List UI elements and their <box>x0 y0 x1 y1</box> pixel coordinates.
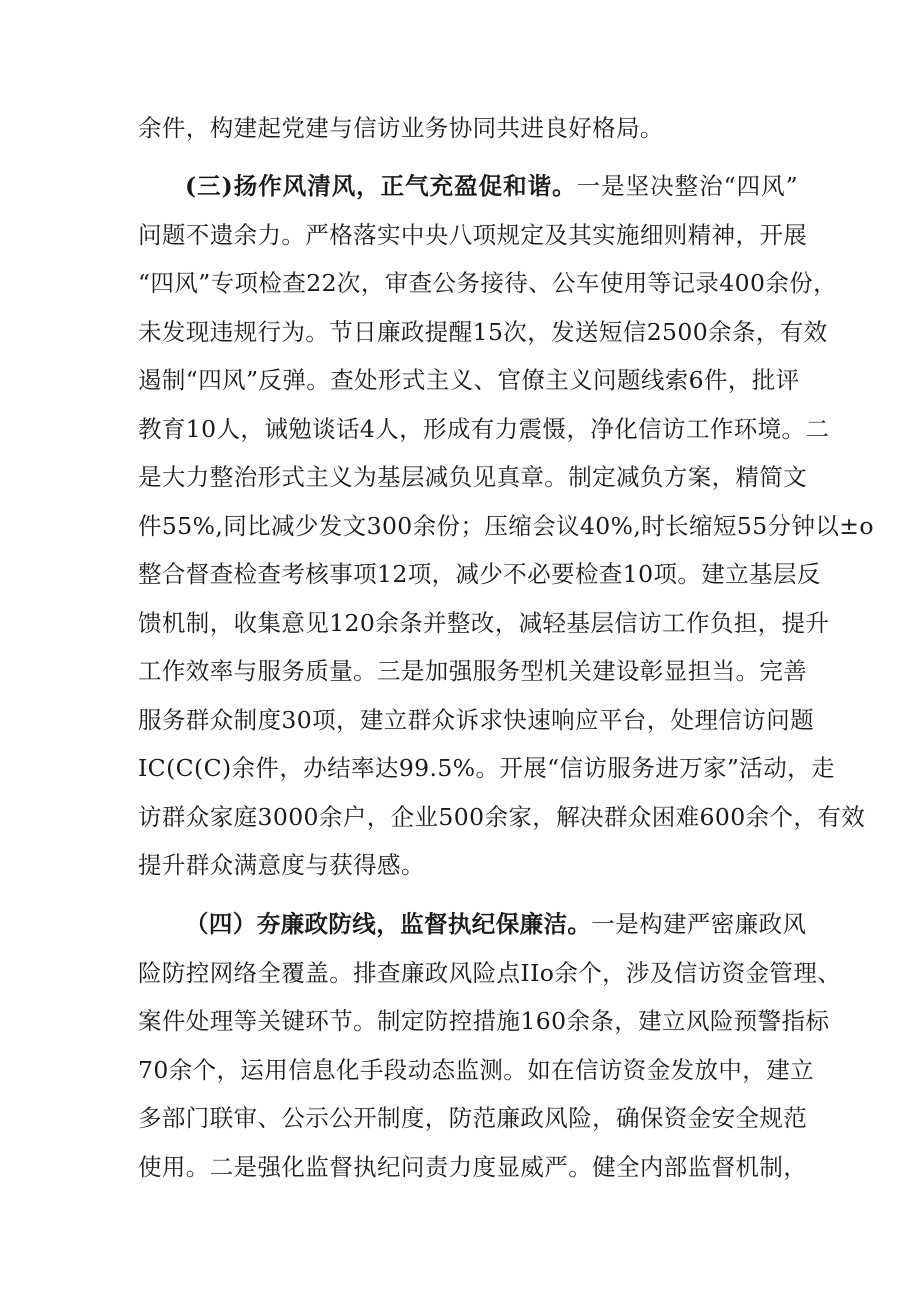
text-line: 险防控网络全覆盖。排查廉政风险点IIo余个，涉及信访资金管理、 <box>138 958 842 987</box>
text-line: 整合督查检查考核事项12项，减少不必要检查10项。建立基层反 <box>138 560 821 588</box>
section-heading: (三)扬作风清风，正气充盈促和谐。 <box>185 172 577 200</box>
text-line: 余件，构建起党建与信访业务协同共进良好格局。 <box>138 114 664 142</box>
paragraph-continuation <box>138 104 798 153</box>
text-line: 件55%,同比减少发文300余份；压缩会议40%,时长缩短55分钟以±o <box>138 511 874 540</box>
section-heading: （四）夯廉政防线，监督执纪保廉洁。 <box>185 910 592 938</box>
text-line: 工作效率与服务质量。三是加强服务型机关建设彰显担当。完善 <box>138 657 808 685</box>
paragraph-section-4 <box>138 900 842 1191</box>
text-line: “四风”专项检查22次，审查公务接待、公车使用等记录400余份， <box>138 269 838 297</box>
text-line: 70余个，运用信息化手段动态监测。如在信访资金发放中，建立 <box>138 1055 815 1084</box>
text-line: 馈机制，收集意见120余条并整改，减轻基层信访工作负担，提升 <box>138 608 830 637</box>
text-line: 访群众家庭3000余户，企业500余家，解决群众困难600余个，有效 <box>138 802 866 831</box>
text-line: 使用。二是强化监督执纪问责力度显威严。健全内部监督机制， <box>138 1152 808 1181</box>
text-line: 是大力整治形式主义为基层减负见真章。制定减负方案，精简文 <box>138 463 808 491</box>
text-run: 一是构建严密廉政风 <box>591 910 807 938</box>
text-line <box>138 900 807 949</box>
text-line: 多部门联审、公示公开制度，防范廉政风险，确保资金安全规范 <box>138 1104 808 1132</box>
text-line: 遏制“四风”反弹。查处形式主义、官僚主义问题线索6件，批评 <box>138 366 800 394</box>
text-line: IC(C(C)余件，办结率达99.5%。开展“信访服务进万家”活动，走 <box>138 754 835 782</box>
text-run: 一是坚决整治“四风” <box>576 172 798 200</box>
text-line: 服务群众制度30项，建立群众诉求快速响应平台，处理信访问题 <box>138 705 815 734</box>
text-line: 问题不遗余力。严格落实中央八项规定及其实施细则精神，开展 <box>138 220 808 249</box>
text-line: 案件处理等关键环节。制定防控措施160余条，建立风险预警指标 <box>138 1007 830 1035</box>
text-line: 未发现违规行为。节日廉政提醒15次，发送短信2500余条，有效 <box>138 317 828 346</box>
text-line: 提升群众满意度与获得感。 <box>138 851 425 879</box>
text-line <box>138 162 798 211</box>
text-line: 教育10人，诫勉谈话4人，形成有力震慑，净化信访工作环境。二 <box>138 414 830 443</box>
paragraph-section-3 <box>138 162 874 890</box>
